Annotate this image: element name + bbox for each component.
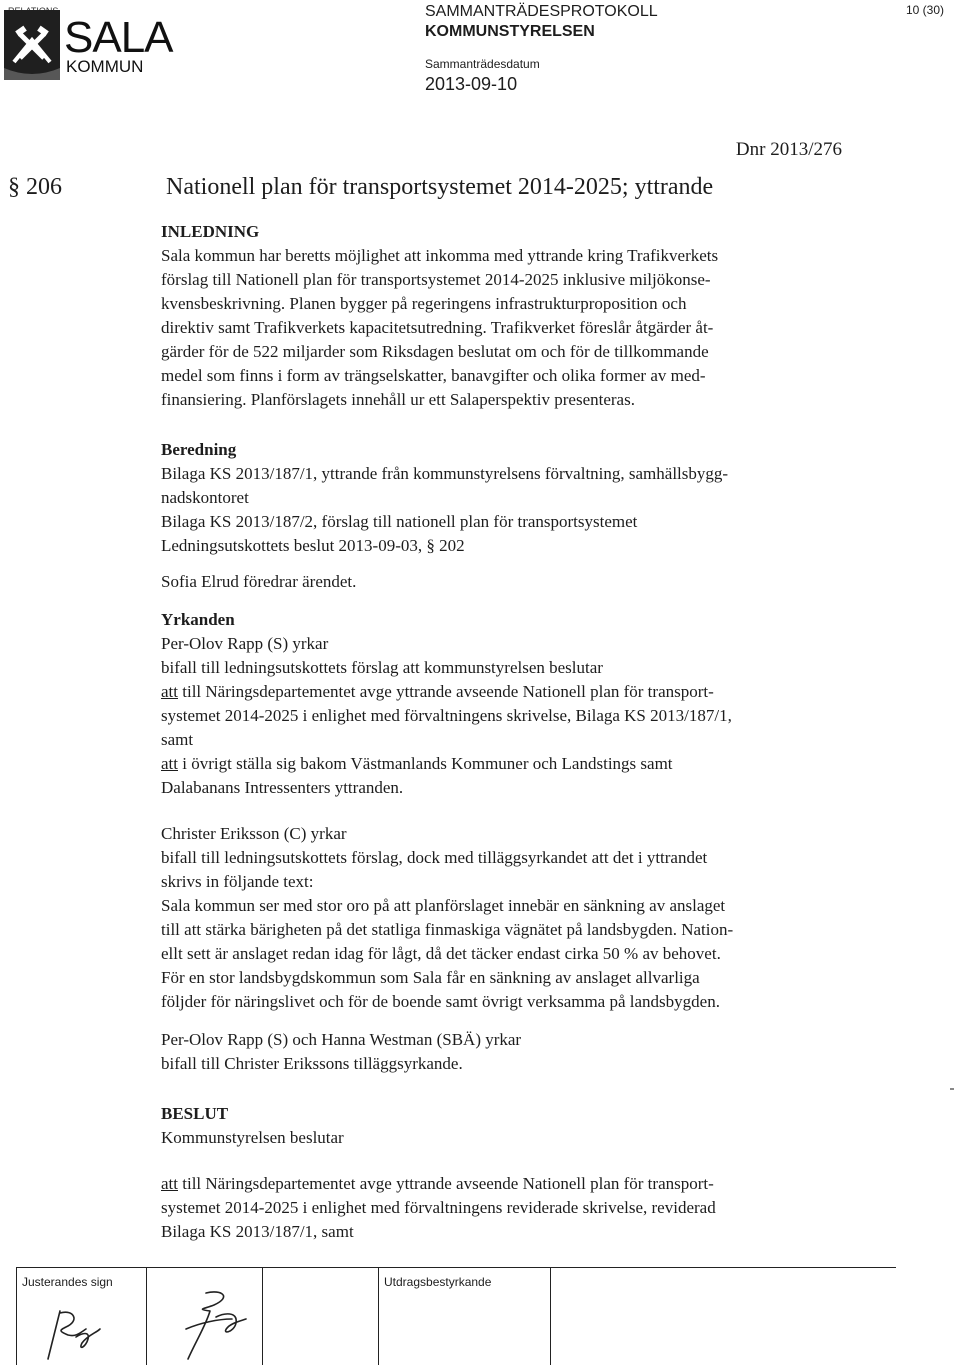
body-name: KOMMUNSTYRELSEN bbox=[425, 23, 595, 40]
rapp-westman-line: Per-Olov Rapp (S) och Hanna Westman (SBÄ) yrkar bbox=[161, 1030, 522, 1049]
att-keyword: att bbox=[161, 1174, 178, 1193]
att-keyword: att bbox=[161, 754, 178, 773]
att-text: till Näringsdepartementet avge yttrande avseende Nationell plan för transport- bbox=[178, 1174, 714, 1193]
page-number: 10 (30) bbox=[905, 3, 944, 17]
eriksson-line: skrivs in följande text: bbox=[161, 872, 314, 891]
presenter-note: Sofia Elrud föredrar ärendet. bbox=[161, 572, 357, 591]
section-title: Nationell plan för transportsystemet 2014-2025; yttrande bbox=[166, 174, 714, 200]
att-text: till Näringsdepartementet avge yttrande avseende Nationell plan för transport- bbox=[178, 682, 714, 701]
justerandes-sign-label: Justerandes sign bbox=[22, 1275, 113, 1289]
att-text: i övrigt ställa sig bakom Västmanlands Kommuner och Landstings samt bbox=[178, 754, 673, 773]
eriksson-line: till att stärka bärigheten på det statliga finmaskiga vägnätet på landsbygden. Nation- bbox=[161, 920, 734, 939]
footer-divider bbox=[550, 1267, 551, 1365]
beslut-line: systemet 2014-2025 i enlighet med förvaltningens reviderade skrivelse, reviderad bbox=[161, 1198, 716, 1217]
logo-name: SALA bbox=[64, 13, 173, 62]
att-clause-line: samt bbox=[161, 730, 194, 749]
signature-footer bbox=[16, 1267, 896, 1365]
eriksson-intro: Christer Eriksson (C) yrkar bbox=[161, 824, 347, 843]
eriksson-line: följder för näringslivet och för de boende samt övrigt verksamma på landsbygden. bbox=[161, 992, 720, 1011]
att-clause bbox=[161, 752, 851, 776]
eriksson-line: ellt sett är anslaget redan idag för lågt, då det täcker endast cirka 50 % av behovet. bbox=[161, 944, 721, 963]
beredning-heading: Beredning bbox=[161, 440, 237, 459]
utdragsbestyrkande-label: Utdragsbestyrkande bbox=[384, 1275, 492, 1289]
footer-divider bbox=[262, 1267, 263, 1365]
meeting-date-label: Sammanträdesdatum bbox=[425, 57, 540, 71]
signature-2-icon bbox=[166, 1289, 256, 1363]
yrkanden-heading: Yrkanden bbox=[161, 610, 235, 629]
beslut-heading: BESLUT bbox=[161, 1104, 229, 1123]
diary-number: Dnr 2013/276 bbox=[735, 139, 842, 160]
footer-top-rule bbox=[16, 1267, 896, 1268]
footer-divider bbox=[146, 1267, 147, 1365]
footer-divider bbox=[16, 1267, 17, 1365]
inledning-line: finansiering. Planförslagets innehåll ur ett Salaperspektiv presenteras. bbox=[161, 390, 635, 409]
rapp-bifall: bifall till ledningsutskottets förslag att kommunstyrelsen beslutar bbox=[161, 658, 603, 677]
minutes-body bbox=[161, 220, 851, 1244]
beredning-line: Bilaga KS 2013/187/2, förslag till nationell plan för transportsystemet bbox=[161, 512, 638, 531]
eriksson-line: bifall till ledningsutskottets förslag, dock med tilläggsyrkandet att det i yttrandet bbox=[161, 848, 708, 867]
att-keyword: att bbox=[161, 682, 178, 701]
att-clause bbox=[161, 680, 851, 704]
beredning-line: nadskontoret bbox=[161, 488, 249, 507]
inledning-heading: INLEDNING bbox=[161, 222, 260, 241]
signature-1-icon bbox=[30, 1307, 120, 1363]
att-clause bbox=[161, 1172, 851, 1196]
section-number: § 206 bbox=[8, 174, 62, 200]
att-clause-line: systemet 2014-2025 i enlighet med förvaltningens skrivelse, Bilaga KS 2013/187/1, bbox=[161, 706, 732, 725]
document-type: SAMMANTRÄDESPROTOKOLL bbox=[425, 3, 658, 20]
inledning-line: gärder för de 522 miljarder som Riksdagen beslutat om och för de tillkommande bbox=[161, 342, 709, 361]
inledning-line: förslag till Nationell plan för transportsystemet 2014-2025 inklusive miljökonse- bbox=[161, 270, 711, 289]
inledning-line: Sala kommun har beretts möjlighet att inkomma med yttrande kring Trafikverkets bbox=[161, 246, 719, 265]
footer-divider bbox=[378, 1267, 379, 1365]
scan-mark bbox=[950, 1088, 954, 1090]
beslut-line: Bilaga KS 2013/187/1, samt bbox=[161, 1222, 354, 1241]
meeting-date: 2013-09-10 bbox=[425, 74, 518, 94]
logo-subtitle: KOMMUN bbox=[66, 57, 144, 76]
rapp-westman-line: bifall till Christer Erikssons tilläggsyrkande. bbox=[161, 1054, 463, 1073]
coat-of-arms-icon bbox=[4, 10, 60, 80]
att-clause-line: Dalabanans Intressenters yttranden. bbox=[161, 778, 404, 797]
eriksson-line: Sala kommun ser med stor oro på att planförslaget innebär en sänkning av anslaget bbox=[161, 896, 726, 915]
beredning-line: Bilaga KS 2013/187/1, yttrande från kommunstyrelsens förvaltning, samhällsbygg- bbox=[161, 464, 729, 483]
eriksson-line: För en stor landsbygdskommun som Sala får en sänkning av anslaget allvarliga bbox=[161, 968, 700, 987]
inledning-line: direktiv samt Trafikverkets kapacitetsutredning. Trafikverket föreslår åtgärder åt- bbox=[161, 318, 714, 337]
inledning-line: kvensbeskrivning. Planen bygger på regeringens infrastrukturproposition och bbox=[161, 294, 687, 313]
rapp-intro: Per-Olov Rapp (S) yrkar bbox=[161, 634, 329, 653]
sala-kommun-logo bbox=[4, 6, 173, 82]
beredning-line: Ledningsutskottets beslut 2013-09-03, § 202 bbox=[161, 536, 465, 555]
inledning-line: medel som finns i form av trängselskatter, banavgifter och olika former av med- bbox=[161, 366, 706, 385]
beslut-intro: Kommunstyrelsen beslutar bbox=[161, 1128, 344, 1147]
